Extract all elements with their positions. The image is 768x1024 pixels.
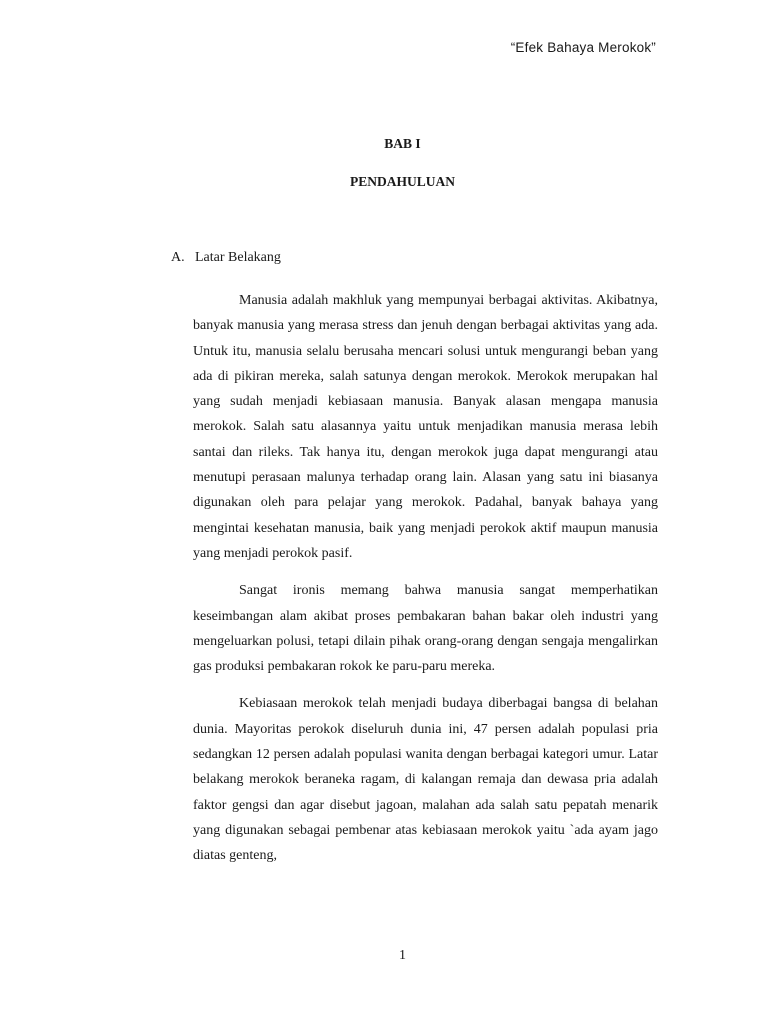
page-number: 1 (399, 948, 406, 963)
chapter-number: BAB I (384, 136, 421, 151)
section-letter: A. (171, 250, 185, 265)
paragraph-2: Sangat ironis memang bahwa manusia sangat memperhatikan keseimbangan alam akibat proses pembakaran bahan bakar oleh industri yang mengeluarkan polusi, tetapi dilain pihak orang-orang dengan sengaja mengalirkan gas produksi pembakaran rokok ke paru-paru mereka. (193, 583, 658, 675)
section-heading (171, 250, 281, 266)
body-text (193, 288, 658, 881)
paragraph-3: Kebiasaan merokok telah menjadi budaya diberbagai bangsa di belahan dunia. Mayoritas perokok diseluruh dunia ini, 47 persen adalah populasi pria sedangkan 12 persen adalah populasi wanita dengan berbagai kategori umur. Latar belakang merokok beraneka ragam, di kalangan remaja dan dewasa pria adalah faktor gengsi dan agar disebut jagoan, malahan ada salah satu pepatah menarik yang digunakan sebagai pembenar atas kebiasaan merokok yaitu `ada ayam jago diatas genteng, (193, 696, 658, 864)
paragraph-1: Manusia adalah makhluk yang mempunyai berbagai aktivitas. Akibatnya, banyak manusia yang merasa stress dan jenuh dengan berbagai aktivitas yang ada. Untuk itu, manusia selalu berusaha mencari solusi untuk mengurangi beban yang ada di pikiran mereka, salah satunya dengan merokok. Merokok merupakan hal yang sudah menjadi kebiasaan manusia. Banyak alasan mengapa manusia merokok. Salah satu alasannya yaitu untuk menjadikan manusia merasa lebih santai dan rileks. Tak hanya itu, dengan merokok juga dapat mengurangi atau menutupi perasaan malunya terhadap orang lain. Alasan yang satu ini biasanya digunakan oleh para pelajar yang merokok. Padahal, banyak bahaya yang mengintai kesehatan manusia, baik yang menjadi perokok aktif maupun manusia yang menjadi perokok pasif. (193, 293, 658, 561)
section-title: Latar Belakang (195, 250, 281, 265)
chapter-title: PENDAHULUAN (349, 174, 455, 189)
running-header: “Efek Bahaya Merokok” (510, 40, 656, 55)
